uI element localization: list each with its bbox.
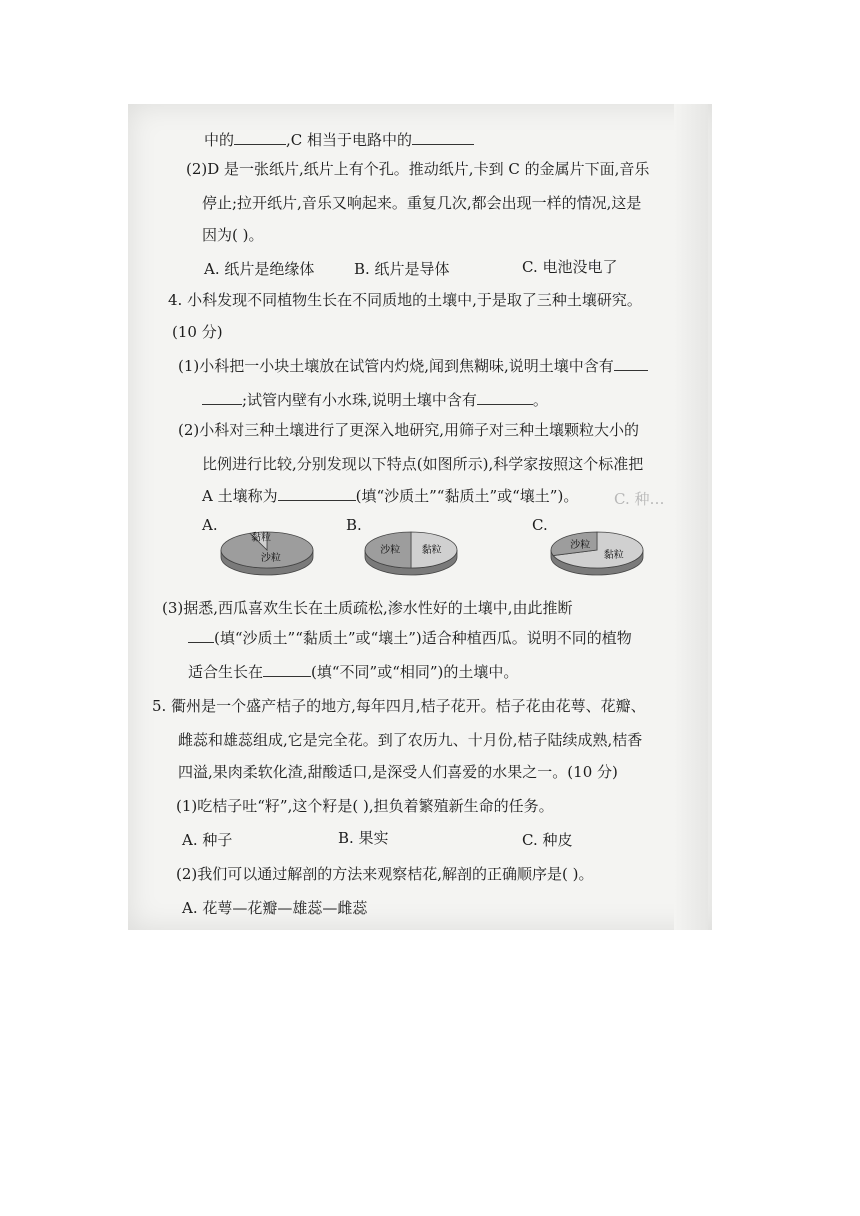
q4-stem: 4. 小科发现不同植物生长在不同质地的土壤中,于是取了三种土壤研究。 xyxy=(168,291,642,309)
q3-2-line1: (2)D 是一张纸片,纸片上有个孔。推动纸片,卡到 C 的金属片下面,音乐 xyxy=(186,160,650,178)
q4-2-line1: (2)小科对三种土壤进行了更深入地研究,用筛子对三种土壤颗粒大小的 xyxy=(178,421,640,439)
q5-2-option-a: A. 花萼—花瓣—雄蕊—雌蕊 xyxy=(182,899,368,917)
pie-slice-label-2-1: 黏粒 xyxy=(421,545,442,556)
q4-1-line1 xyxy=(178,356,648,376)
blank-8 xyxy=(263,662,311,677)
q5-2-line: (2)我们可以通过解剖的方法来观察桔花,解剖的正确顺序是( )。 xyxy=(176,865,594,883)
q4-1-text2: ;试管内壁有小水珠,说明土壤中含有 xyxy=(242,391,477,409)
pie-label-1: A. xyxy=(202,516,218,534)
q5-line3: 四溢,果肉柔软化渣,甜酸适口,是深受人们喜爱的水果之一。(10 分) xyxy=(178,763,618,781)
bleed-through-shadow xyxy=(674,104,708,930)
text-l1a: 中的 xyxy=(204,131,235,149)
q4-3-text: (填“沙质土”“黏质土”或“壤土”)适合种植西瓜。说明不同的植物 xyxy=(214,629,632,647)
q3-2-line3: 因为( )。 xyxy=(202,226,264,244)
q4-3-line2 xyxy=(188,628,632,648)
q5-1-option-b: B. 果实 xyxy=(338,829,389,847)
pie-slice-label-3-2: 沙粒 xyxy=(570,540,591,552)
q5-1-option-a: A. 种子 xyxy=(182,831,233,849)
q4-1-line2 xyxy=(202,390,548,410)
option-b: B. 纸片是导体 xyxy=(354,260,450,278)
q4-3-line1: (3)据悉,西瓜喜欢生长在土质疏松,渗水性好的土壤中,由此推断 xyxy=(162,599,573,617)
blank-4 xyxy=(202,390,242,405)
q4-2-text: A 土壤称为 xyxy=(202,487,278,505)
pie-svg-1 xyxy=(212,524,322,584)
q4-score: (10 分) xyxy=(172,323,223,341)
pie-svg-2 xyxy=(356,524,466,584)
q4-1-end: 。 xyxy=(532,391,548,409)
pie-slice-label-1-1: 沙粒 xyxy=(260,552,281,564)
q4-3-text2: 适合生长在 xyxy=(188,663,264,681)
blank-7 xyxy=(188,628,214,643)
q4-1-text: (1)小科把一小块土壤放在试管内灼烧,闻到焦糊味,说明土壤中含有 xyxy=(178,357,614,375)
line-1 xyxy=(204,130,474,150)
pie-label-2: B. xyxy=(346,516,362,534)
blank-2 xyxy=(412,130,474,145)
pie-svg-3 xyxy=(542,524,652,584)
q5-1-line: (1)吃桔子吐“籽”,这个籽是( ),担负着繁殖新生命的任务。 xyxy=(176,797,554,815)
q5-line2: 雌蕊和雄蕊组成,它是完全花。到了农历九、十月份,桔子陆续成熟,桔香 xyxy=(178,731,643,749)
pie-slice-label-1-2: 黏粒 xyxy=(250,532,271,544)
q5-line1: 5. 衢州是一个盛产桔子的地方,每年四月,桔子花开。桔子花由花萼、花瓣、 xyxy=(152,697,646,715)
exam-page xyxy=(128,104,712,930)
option-c: C. 电池没电了 xyxy=(522,258,618,276)
ghost-bleed-1: C. 种… xyxy=(614,490,665,508)
q5-1-option-c: C. 种皮 xyxy=(522,831,573,849)
option-a: A. 纸片是绝缘体 xyxy=(204,260,315,278)
q4-2-text2: (填“沙质土”“黏质土”或“壤土”)。 xyxy=(355,487,579,505)
pie-slice-label-3-1: 黏粒 xyxy=(603,549,624,561)
q3-2-line2: 停止;拉开纸片,音乐又响起来。重复几次,都会出现一样的情况,这是 xyxy=(202,194,642,212)
pie-label-3: C. xyxy=(532,516,548,534)
blank-5 xyxy=(477,390,533,405)
pie-slice-label-2-2: 沙粒 xyxy=(380,545,401,556)
blank-3 xyxy=(614,356,648,371)
blank-6 xyxy=(278,486,356,501)
text-l1b: ,C 相当于电路中的 xyxy=(286,131,413,149)
q4-3-text3: (填“不同”或“相同”)的土壤中。 xyxy=(311,663,519,681)
q4-2-line3 xyxy=(202,486,578,506)
blank-1 xyxy=(234,130,286,145)
q4-3-line3 xyxy=(188,662,518,682)
q4-2-line2: 比例进行比较,分别发现以下特点(如图所示),科学家按照这个标准把 xyxy=(202,455,644,473)
